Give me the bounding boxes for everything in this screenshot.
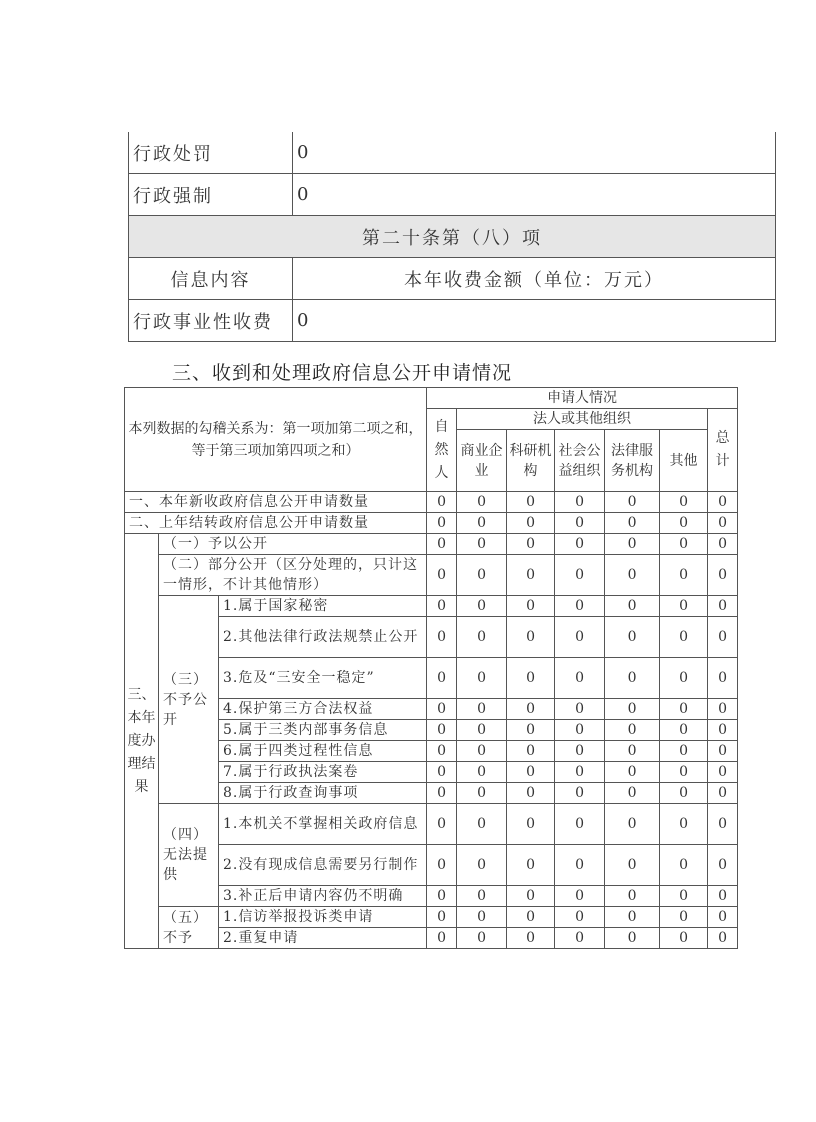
cell-value: 0 bbox=[427, 845, 457, 886]
header-row bbox=[125, 388, 738, 409]
cell-value: 0 bbox=[457, 762, 507, 783]
row-label: 2.重复申请 bbox=[219, 928, 427, 949]
row-label: 3.补正后申请内容仍不明确 bbox=[219, 886, 427, 907]
row-label: （二）部分公开（区分处理的，只计这一情形，不计其他情形） bbox=[159, 555, 427, 596]
cell-value: 0 bbox=[708, 555, 738, 596]
cell-value: 0 bbox=[555, 617, 605, 658]
natural-person-header: 自然人 bbox=[427, 409, 457, 492]
subgroup-label: （四）无法提供 bbox=[159, 804, 219, 907]
cell-value: 0 bbox=[507, 928, 555, 949]
cell-value: 0 bbox=[555, 555, 605, 596]
cell-value: 0 bbox=[660, 783, 708, 804]
cell-value: 0 bbox=[708, 907, 738, 928]
cell-value: 0 bbox=[660, 720, 708, 741]
cell-value: 0 bbox=[457, 928, 507, 949]
cell-value: 0 bbox=[708, 783, 738, 804]
cell-value: 0 bbox=[507, 534, 555, 555]
table-row bbox=[129, 174, 776, 216]
row-label: （一）予以公开 bbox=[159, 534, 427, 555]
cell-value: 0 bbox=[555, 783, 605, 804]
cell-value: 0 bbox=[555, 845, 605, 886]
cell-value: 0 bbox=[660, 596, 708, 617]
table-row bbox=[125, 804, 738, 845]
row-label: 行政事业性收费 bbox=[129, 300, 293, 342]
subgroup-label: （五）不予 bbox=[159, 907, 219, 949]
cell-value: 0 bbox=[507, 555, 555, 596]
cell-value: 0 bbox=[555, 596, 605, 617]
cell-value: 0 bbox=[605, 886, 660, 907]
cell-value: 0 bbox=[507, 513, 555, 534]
cell-value: 0 bbox=[708, 928, 738, 949]
cell-value: 0 bbox=[660, 804, 708, 845]
table-row bbox=[129, 300, 776, 342]
cell-value: 0 bbox=[457, 699, 507, 720]
table-row bbox=[125, 492, 738, 513]
row-value: 0 bbox=[293, 300, 776, 342]
cell-value: 0 bbox=[457, 845, 507, 886]
row-label: 2.没有现成信息需要另行制作 bbox=[219, 845, 427, 886]
cell-value: 0 bbox=[555, 534, 605, 555]
cell-value: 0 bbox=[427, 783, 457, 804]
cell-value: 0 bbox=[507, 617, 555, 658]
cell-value: 0 bbox=[427, 699, 457, 720]
cell-value: 0 bbox=[708, 492, 738, 513]
row-label: 4.保护第三方合法权益 bbox=[219, 699, 427, 720]
cell-value: 0 bbox=[555, 720, 605, 741]
cell-value: 0 bbox=[555, 907, 605, 928]
cell-value: 0 bbox=[457, 596, 507, 617]
cell-value: 0 bbox=[555, 762, 605, 783]
column-header-amount: 本年收费金额（单位：万元） bbox=[293, 258, 776, 300]
cell-value: 0 bbox=[555, 699, 605, 720]
cell-value: 0 bbox=[457, 741, 507, 762]
row-label: 2.其他法律行政法规禁止公开 bbox=[219, 617, 427, 658]
cell-value: 0 bbox=[427, 928, 457, 949]
cell-value: 0 bbox=[427, 658, 457, 699]
cell-value: 0 bbox=[708, 596, 738, 617]
cell-value: 0 bbox=[555, 886, 605, 907]
cell-value: 0 bbox=[605, 741, 660, 762]
cell-value: 0 bbox=[427, 720, 457, 741]
cell-value: 0 bbox=[427, 907, 457, 928]
legal-entity-header: 法人或其他组织 bbox=[457, 409, 708, 430]
col-research: 科研机构 bbox=[507, 430, 555, 492]
cell-value: 0 bbox=[507, 845, 555, 886]
cell-value: 0 bbox=[427, 762, 457, 783]
cell-value: 0 bbox=[507, 720, 555, 741]
cell-value: 0 bbox=[507, 886, 555, 907]
cell-value: 0 bbox=[605, 617, 660, 658]
cell-value: 0 bbox=[605, 699, 660, 720]
cell-value: 0 bbox=[507, 762, 555, 783]
cell-value: 0 bbox=[660, 617, 708, 658]
cell-value: 0 bbox=[427, 741, 457, 762]
table-row bbox=[125, 596, 738, 617]
cell-value: 0 bbox=[605, 555, 660, 596]
cell-value: 0 bbox=[660, 886, 708, 907]
row-label: 行政强制 bbox=[129, 174, 293, 216]
col-legal-service: 法律服务机构 bbox=[605, 430, 660, 492]
cell-value: 0 bbox=[660, 907, 708, 928]
section-header-row bbox=[129, 216, 776, 258]
cell-value: 0 bbox=[708, 658, 738, 699]
cell-value: 0 bbox=[427, 804, 457, 845]
cell-value: 0 bbox=[507, 741, 555, 762]
row-label: 1.本机关不掌握相关政府信息 bbox=[219, 804, 427, 845]
row-label: 6.属于四类过程性信息 bbox=[219, 741, 427, 762]
cell-value: 0 bbox=[457, 907, 507, 928]
cell-value: 0 bbox=[555, 492, 605, 513]
row-label: 1.信访举报投诉类申请 bbox=[219, 907, 427, 928]
cell-value: 0 bbox=[708, 513, 738, 534]
row-value: 0 bbox=[293, 132, 776, 174]
cell-value: 0 bbox=[605, 596, 660, 617]
table-row bbox=[125, 534, 738, 555]
total-header: 总计 bbox=[708, 409, 738, 492]
row-label: 7.属于行政执法案卷 bbox=[219, 762, 427, 783]
cell-value: 0 bbox=[507, 596, 555, 617]
cell-value: 0 bbox=[555, 928, 605, 949]
cell-value: 0 bbox=[427, 596, 457, 617]
col-public-welfare: 社会公益组织 bbox=[555, 430, 605, 492]
cell-value: 0 bbox=[708, 741, 738, 762]
row-label: 8.属于行政查询事项 bbox=[219, 783, 427, 804]
table-row bbox=[125, 513, 738, 534]
cell-value: 0 bbox=[555, 804, 605, 845]
cell-value: 0 bbox=[660, 741, 708, 762]
cell-value: 0 bbox=[507, 492, 555, 513]
col-other: 其他 bbox=[660, 430, 708, 492]
cell-value: 0 bbox=[708, 617, 738, 658]
cell-value: 0 bbox=[605, 534, 660, 555]
cell-value: 0 bbox=[507, 658, 555, 699]
row-label: 3.危及“三安全一稳定” bbox=[219, 658, 427, 699]
cell-value: 0 bbox=[660, 845, 708, 886]
cell-value: 0 bbox=[605, 762, 660, 783]
corner-note: 本列数据的勾稽关系为：第一项加第二项之和，等于第三项加第四项之和） bbox=[125, 388, 427, 492]
cell-value: 0 bbox=[457, 720, 507, 741]
cell-value: 0 bbox=[457, 804, 507, 845]
row-value: 0 bbox=[293, 174, 776, 216]
table-row bbox=[125, 555, 738, 596]
cell-value: 0 bbox=[555, 513, 605, 534]
cell-value: 0 bbox=[457, 886, 507, 907]
cell-value: 0 bbox=[660, 513, 708, 534]
cell-value: 0 bbox=[427, 513, 457, 534]
cell-value: 0 bbox=[708, 699, 738, 720]
cell-value: 0 bbox=[555, 741, 605, 762]
section-header: 第二十条第（八）项 bbox=[129, 216, 776, 258]
cell-value: 0 bbox=[708, 534, 738, 555]
table-row bbox=[125, 907, 738, 928]
row-label: 二、上年结转政府信息公开申请数量 bbox=[125, 513, 427, 534]
cell-value: 0 bbox=[427, 555, 457, 596]
table-row bbox=[129, 132, 776, 174]
cell-value: 0 bbox=[660, 928, 708, 949]
cell-value: 0 bbox=[457, 658, 507, 699]
cell-value: 0 bbox=[457, 783, 507, 804]
cell-value: 0 bbox=[605, 492, 660, 513]
cell-value: 0 bbox=[457, 534, 507, 555]
cell-value: 0 bbox=[507, 699, 555, 720]
application-stats-table bbox=[124, 387, 738, 949]
cell-value: 0 bbox=[660, 699, 708, 720]
cell-value: 0 bbox=[660, 534, 708, 555]
cell-value: 0 bbox=[605, 845, 660, 886]
applicant-header: 申请人情况 bbox=[427, 388, 738, 409]
row-label: 5.属于三类内部事务信息 bbox=[219, 720, 427, 741]
cell-value: 0 bbox=[427, 492, 457, 513]
cell-value: 0 bbox=[660, 555, 708, 596]
row-label: 1.属于国家秘密 bbox=[219, 596, 427, 617]
cell-value: 0 bbox=[555, 658, 605, 699]
cell-value: 0 bbox=[507, 907, 555, 928]
cell-value: 0 bbox=[708, 762, 738, 783]
cell-value: 0 bbox=[605, 720, 660, 741]
cell-value: 0 bbox=[427, 886, 457, 907]
column-header-row bbox=[129, 258, 776, 300]
cell-value: 0 bbox=[457, 555, 507, 596]
cell-value: 0 bbox=[605, 907, 660, 928]
cell-value: 0 bbox=[605, 928, 660, 949]
cell-value: 0 bbox=[605, 783, 660, 804]
cell-value: 0 bbox=[708, 804, 738, 845]
cell-value: 0 bbox=[708, 845, 738, 886]
result-group-label: 三、本年度办理结果 bbox=[125, 534, 159, 949]
row-label: 行政处罚 bbox=[129, 132, 293, 174]
cell-value: 0 bbox=[660, 492, 708, 513]
cell-value: 0 bbox=[457, 513, 507, 534]
cell-value: 0 bbox=[457, 492, 507, 513]
col-business: 商业企业 bbox=[457, 430, 507, 492]
cell-value: 0 bbox=[457, 617, 507, 658]
section-title: 三、收到和处理政府信息公开申请情况 bbox=[172, 362, 513, 384]
cell-value: 0 bbox=[605, 513, 660, 534]
cell-value: 0 bbox=[605, 658, 660, 699]
subgroup-label: （三）不予公开 bbox=[159, 596, 219, 804]
cell-value: 0 bbox=[507, 804, 555, 845]
cell-value: 0 bbox=[708, 886, 738, 907]
cell-value: 0 bbox=[427, 534, 457, 555]
cell-value: 0 bbox=[427, 617, 457, 658]
cell-value: 0 bbox=[708, 720, 738, 741]
row-label: 一、本年新收政府信息公开申请数量 bbox=[125, 492, 427, 513]
cell-value: 0 bbox=[660, 658, 708, 699]
cell-value: 0 bbox=[605, 804, 660, 845]
disclosure-summary-table bbox=[128, 132, 776, 342]
column-header-content: 信息内容 bbox=[129, 258, 293, 300]
cell-value: 0 bbox=[507, 783, 555, 804]
cell-value: 0 bbox=[660, 762, 708, 783]
